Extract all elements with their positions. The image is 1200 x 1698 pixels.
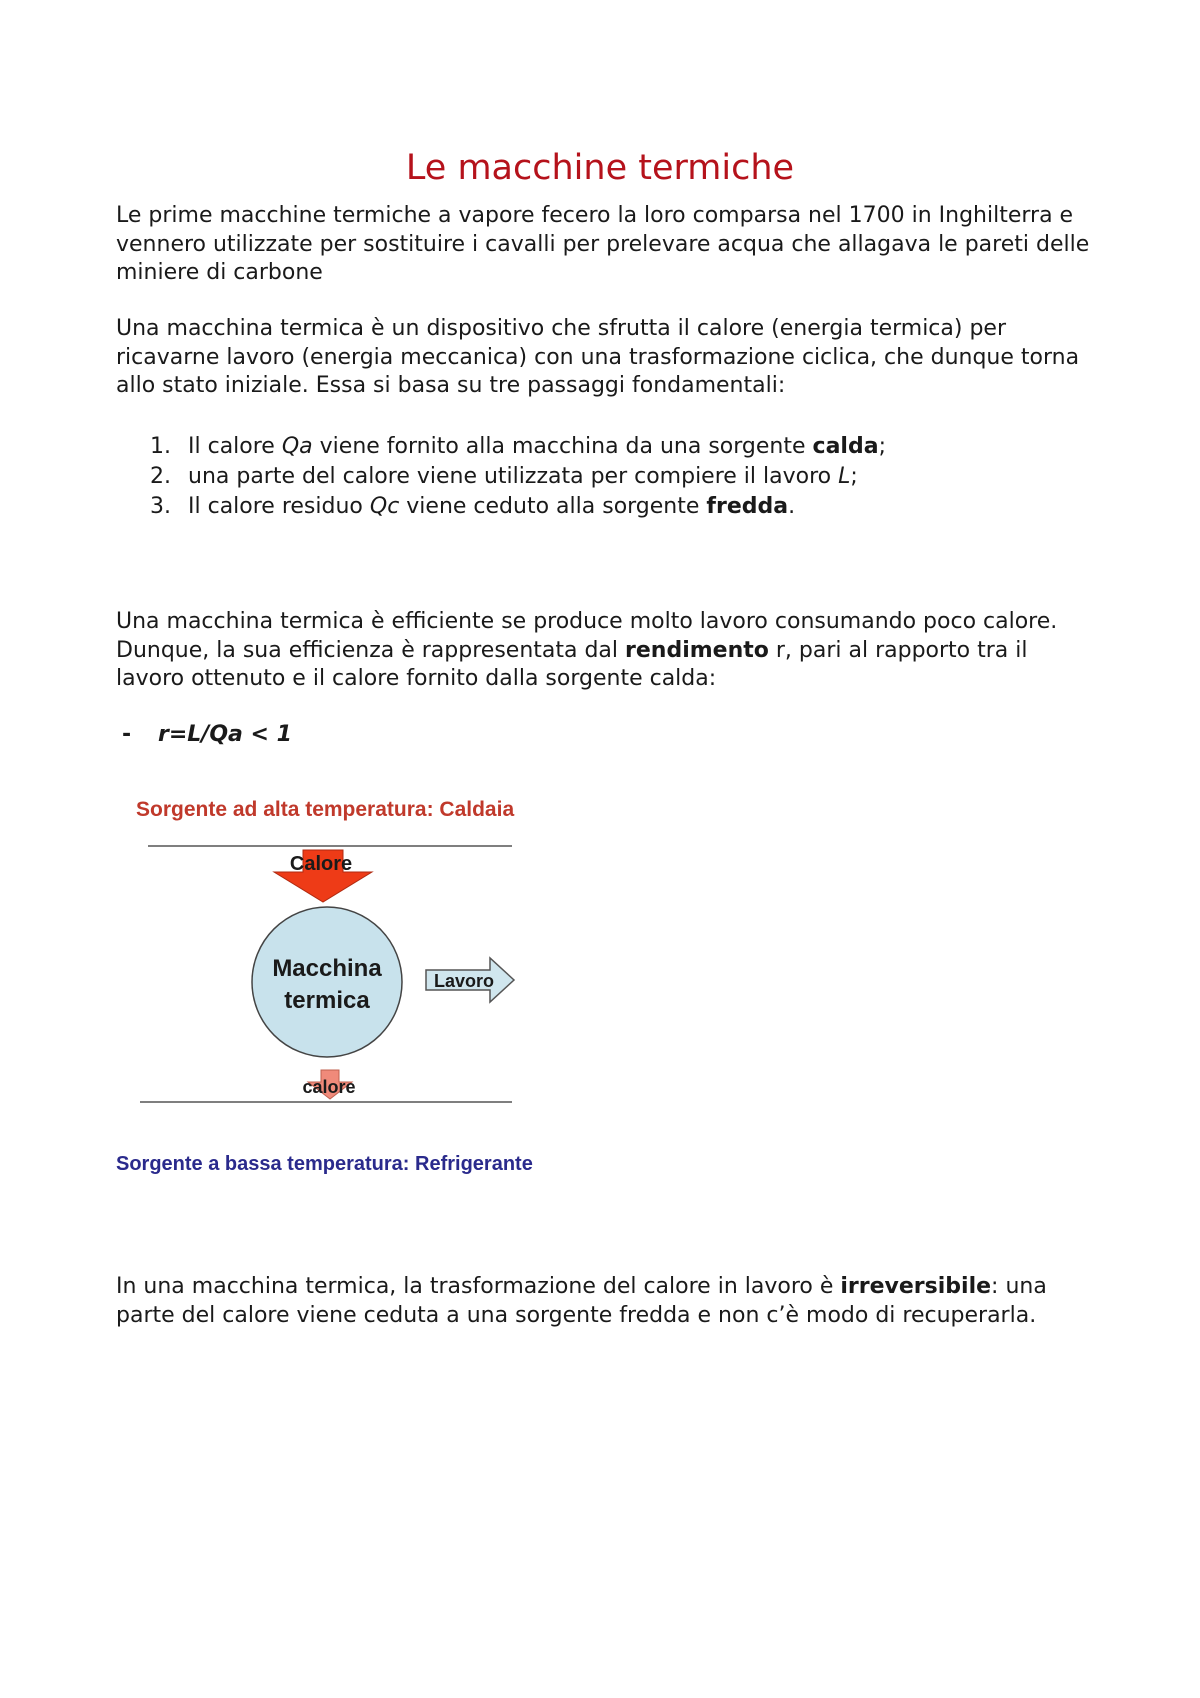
machine-label-line2: termica	[284, 987, 370, 1014]
list-item-number: 3.	[150, 494, 171, 519]
heat-out-label: calore	[302, 1077, 356, 1097]
variable-qa: Qa	[281, 434, 313, 459]
emphasis-fredda: fredda	[706, 494, 789, 519]
list-item	[150, 462, 1080, 492]
closing-text: : una parte del calore viene ceduta a una sorgente fredda e non c’è modo di recuperarla.	[116, 1274, 1047, 1328]
list-dash: -	[122, 722, 132, 747]
emphasis-rendimento: rendimento	[625, 637, 769, 663]
list-item-text: ;	[878, 434, 886, 459]
list-item-number: 2.	[150, 464, 171, 489]
list-item-text: ;	[850, 464, 858, 489]
hot-source-label	[136, 798, 514, 821]
machine-circle	[252, 907, 402, 1057]
intro-paragraph: Le prime macchine termiche a vapore fecero la loro comparsa nel 1700 in Inghilterra e vennero utilizzate per sostituire i cavalli per prelevare acqua che allagava le pareti delle miniere di carbone	[116, 203, 1090, 285]
cold-source-name: Refrigerante	[415, 1153, 533, 1175]
list-item-number: 1.	[150, 434, 171, 459]
heat-engine-diagram	[100, 790, 660, 1190]
closing-paragraph	[116, 1273, 1096, 1330]
variable-l: L	[838, 464, 851, 489]
steps-list	[150, 432, 1080, 522]
definition-paragraph: Una macchina termica è un dispositivo che sfrutta il calore (energia termica) per ricavarne lavoro (energia meccanica) con una trasformazione ciclica, che dunque torna allo stato iniziale. Essa si basa su tre passaggi fondamentali:	[116, 316, 1080, 398]
hot-source-name: Caldaia	[439, 798, 515, 821]
efficiency-paragraph	[116, 608, 1096, 694]
list-item-text: .	[788, 494, 796, 519]
machine-label-line1: Macchina	[272, 955, 382, 982]
efficiency-text: r, pari al rapporto tra il lavoro ottenuto e il calore fornito dalla sorgente calda:	[116, 637, 1028, 691]
list-item	[150, 492, 1080, 522]
efficiency-text: Una macchina termica è efficiente se produce molto lavoro consumando poco calore. Dunque, la sua efficienza è rappresentata dal	[116, 609, 1058, 663]
heat-in-label: Calore	[289, 853, 353, 875]
cold-source-label	[116, 1153, 533, 1175]
emphasis-calda: calda	[812, 434, 879, 459]
cold-source-prefix: Sorgente a bassa temperatura:	[116, 1153, 415, 1175]
list-item-text: viene fornito alla macchina da una sorgente	[312, 434, 813, 459]
hot-source-prefix: Sorgente ad alta temperatura:	[136, 798, 440, 821]
emphasis-irreversibile: irreversibile	[840, 1274, 992, 1299]
list-item-text: una parte del calore viene utilizzata per compiere il lavoro	[188, 464, 839, 489]
list-item-text: viene ceduto alla sorgente	[399, 494, 707, 519]
list-item-text: Il calore	[188, 434, 282, 459]
efficiency-formula	[122, 720, 292, 750]
page-title: Le macchine termiche	[405, 148, 795, 188]
list-item-text: Il calore residuo	[188, 494, 370, 519]
formula-text: r=L/Qa < 1	[158, 722, 292, 747]
work-label: Lavoro	[433, 971, 495, 991]
variable-qc: Qc	[369, 494, 400, 519]
closing-text: In una macchina termica, la trasformazione del calore in lavoro è	[116, 1274, 841, 1299]
list-item	[150, 432, 1080, 462]
